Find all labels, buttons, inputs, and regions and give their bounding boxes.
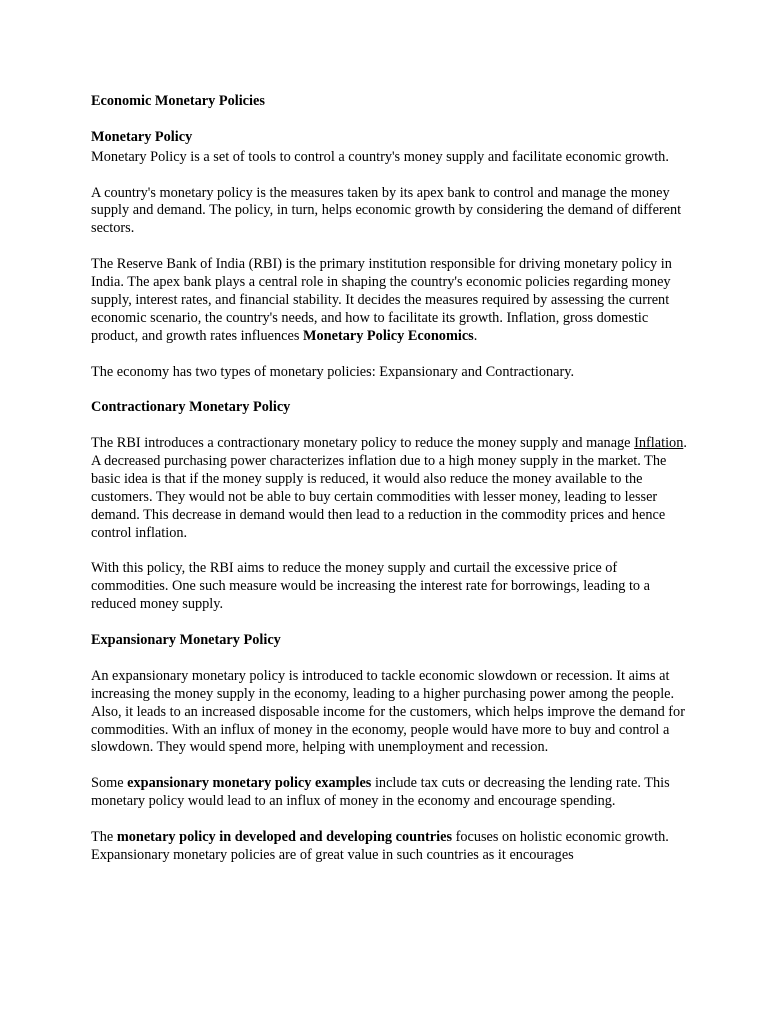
expansionary-heading-text: Expansionary Monetary Policy <box>91 632 281 649</box>
monetary-policy-paragraph-4: The economy has two types of monetary policies: Expansionary and Contractionary. <box>91 363 575 380</box>
expansionary-paragraph-2-start: Some <box>91 775 128 792</box>
document-title-text: Economic Monetary Policies <box>91 93 265 109</box>
contractionary-heading-text: Contractionary Monetary Policy <box>91 399 291 416</box>
expansionary-paragraph-1: An expansionary monetary policy is introduced to tackle economic slowdown or recession. It aims at increasing the money supply in the economy, leading to a higher purchasing power among the people. Also, it leads to an increased disposable income for the customers, which helps improve the demand for commodities. With an influx of money in the economy, people would have more to buy and control a slowdown. They would spend more, helping with unemployment and recession. <box>91 667 685 756</box>
monetary-policy-paragraph-1: Monetary Policy is a set of tools to control a country's money supply and facilitate economic growth. <box>91 148 669 165</box>
expansionary-heading <box>91 632 689 650</box>
document-title <box>91 93 689 111</box>
monetary-policy-heading-text: Monetary Policy <box>91 128 193 145</box>
contractionary-paragraph-2: With this policy, the RBI aims to reduce the money supply and curtail the excessive price of commodities. One such measure would be increasing the interest rate for borrowings, leading to a reduced money supply. <box>91 560 651 613</box>
monetary-policy-heading <box>91 129 689 147</box>
monetary-policy-paragraph-3-text: The Reserve Bank of India (RBI) is the primary institution responsible for driving monetary policy in India. The apex bank plays a central role in shaping the country's economic policies regarding money supply, interest rates, and financial stability. It decides the measures required by assessing the current economic scenario, the country's needs, and how to facilitate its growth. Inflation, gross domestic product, and growth rates influences <box>91 256 672 344</box>
expansionary-paragraph-2 <box>91 775 689 811</box>
expansionary-examples-bold: expansionary monetary policy examples <box>127 775 372 792</box>
expansionary-paragraph-3-rest: focuses on holistic economic growth. Expansionary monetary policies are of great value in such countries as it encourages <box>91 828 669 863</box>
contractionary-heading <box>91 399 689 417</box>
contractionary-paragraph-1-rest: . A decreased purchasing power characterizes inflation due to a high money supply in the market. The basic idea is that if the money supply is reduced, it would also reduce the money available to the customers. They would not be able to buy certain commodities with lesser money, leading to lesser demand. This decrease in demand would then lead to a reduction in the commodity prices and hence control inflation. <box>91 435 687 541</box>
developed-developing-bold: monetary policy in developed and developing countries <box>116 828 453 845</box>
inflation-link[interactable]: Inflation <box>634 435 684 452</box>
monetary-policy-paragraph-2: A country's monetary policy is the measures taken by its apex bank to control and manage the money supply and demand. The policy, in turn, helps economic growth by considering the demand of different sectors. <box>91 184 682 237</box>
monetary-policy-paragraph-3-end: . <box>473 327 478 344</box>
document-body <box>91 93 689 865</box>
expansionary-paragraph-3-start: The <box>91 828 117 845</box>
monetary-policy-economics-bold: Monetary Policy Economics <box>303 327 474 344</box>
monetary-policy-paragraph-3 <box>91 256 689 346</box>
expansionary-paragraph-2-rest: include tax cuts or decreasing the lending rate. This monetary policy would lead to an influx of money in the economy and encourage spending. <box>91 775 670 810</box>
contractionary-paragraph-1 <box>91 435 689 542</box>
expansionary-paragraph-3 <box>91 829 689 865</box>
contractionary-paragraph-1-start: The RBI introduces a contractionary monetary policy to reduce the money supply and manage <box>91 435 635 452</box>
